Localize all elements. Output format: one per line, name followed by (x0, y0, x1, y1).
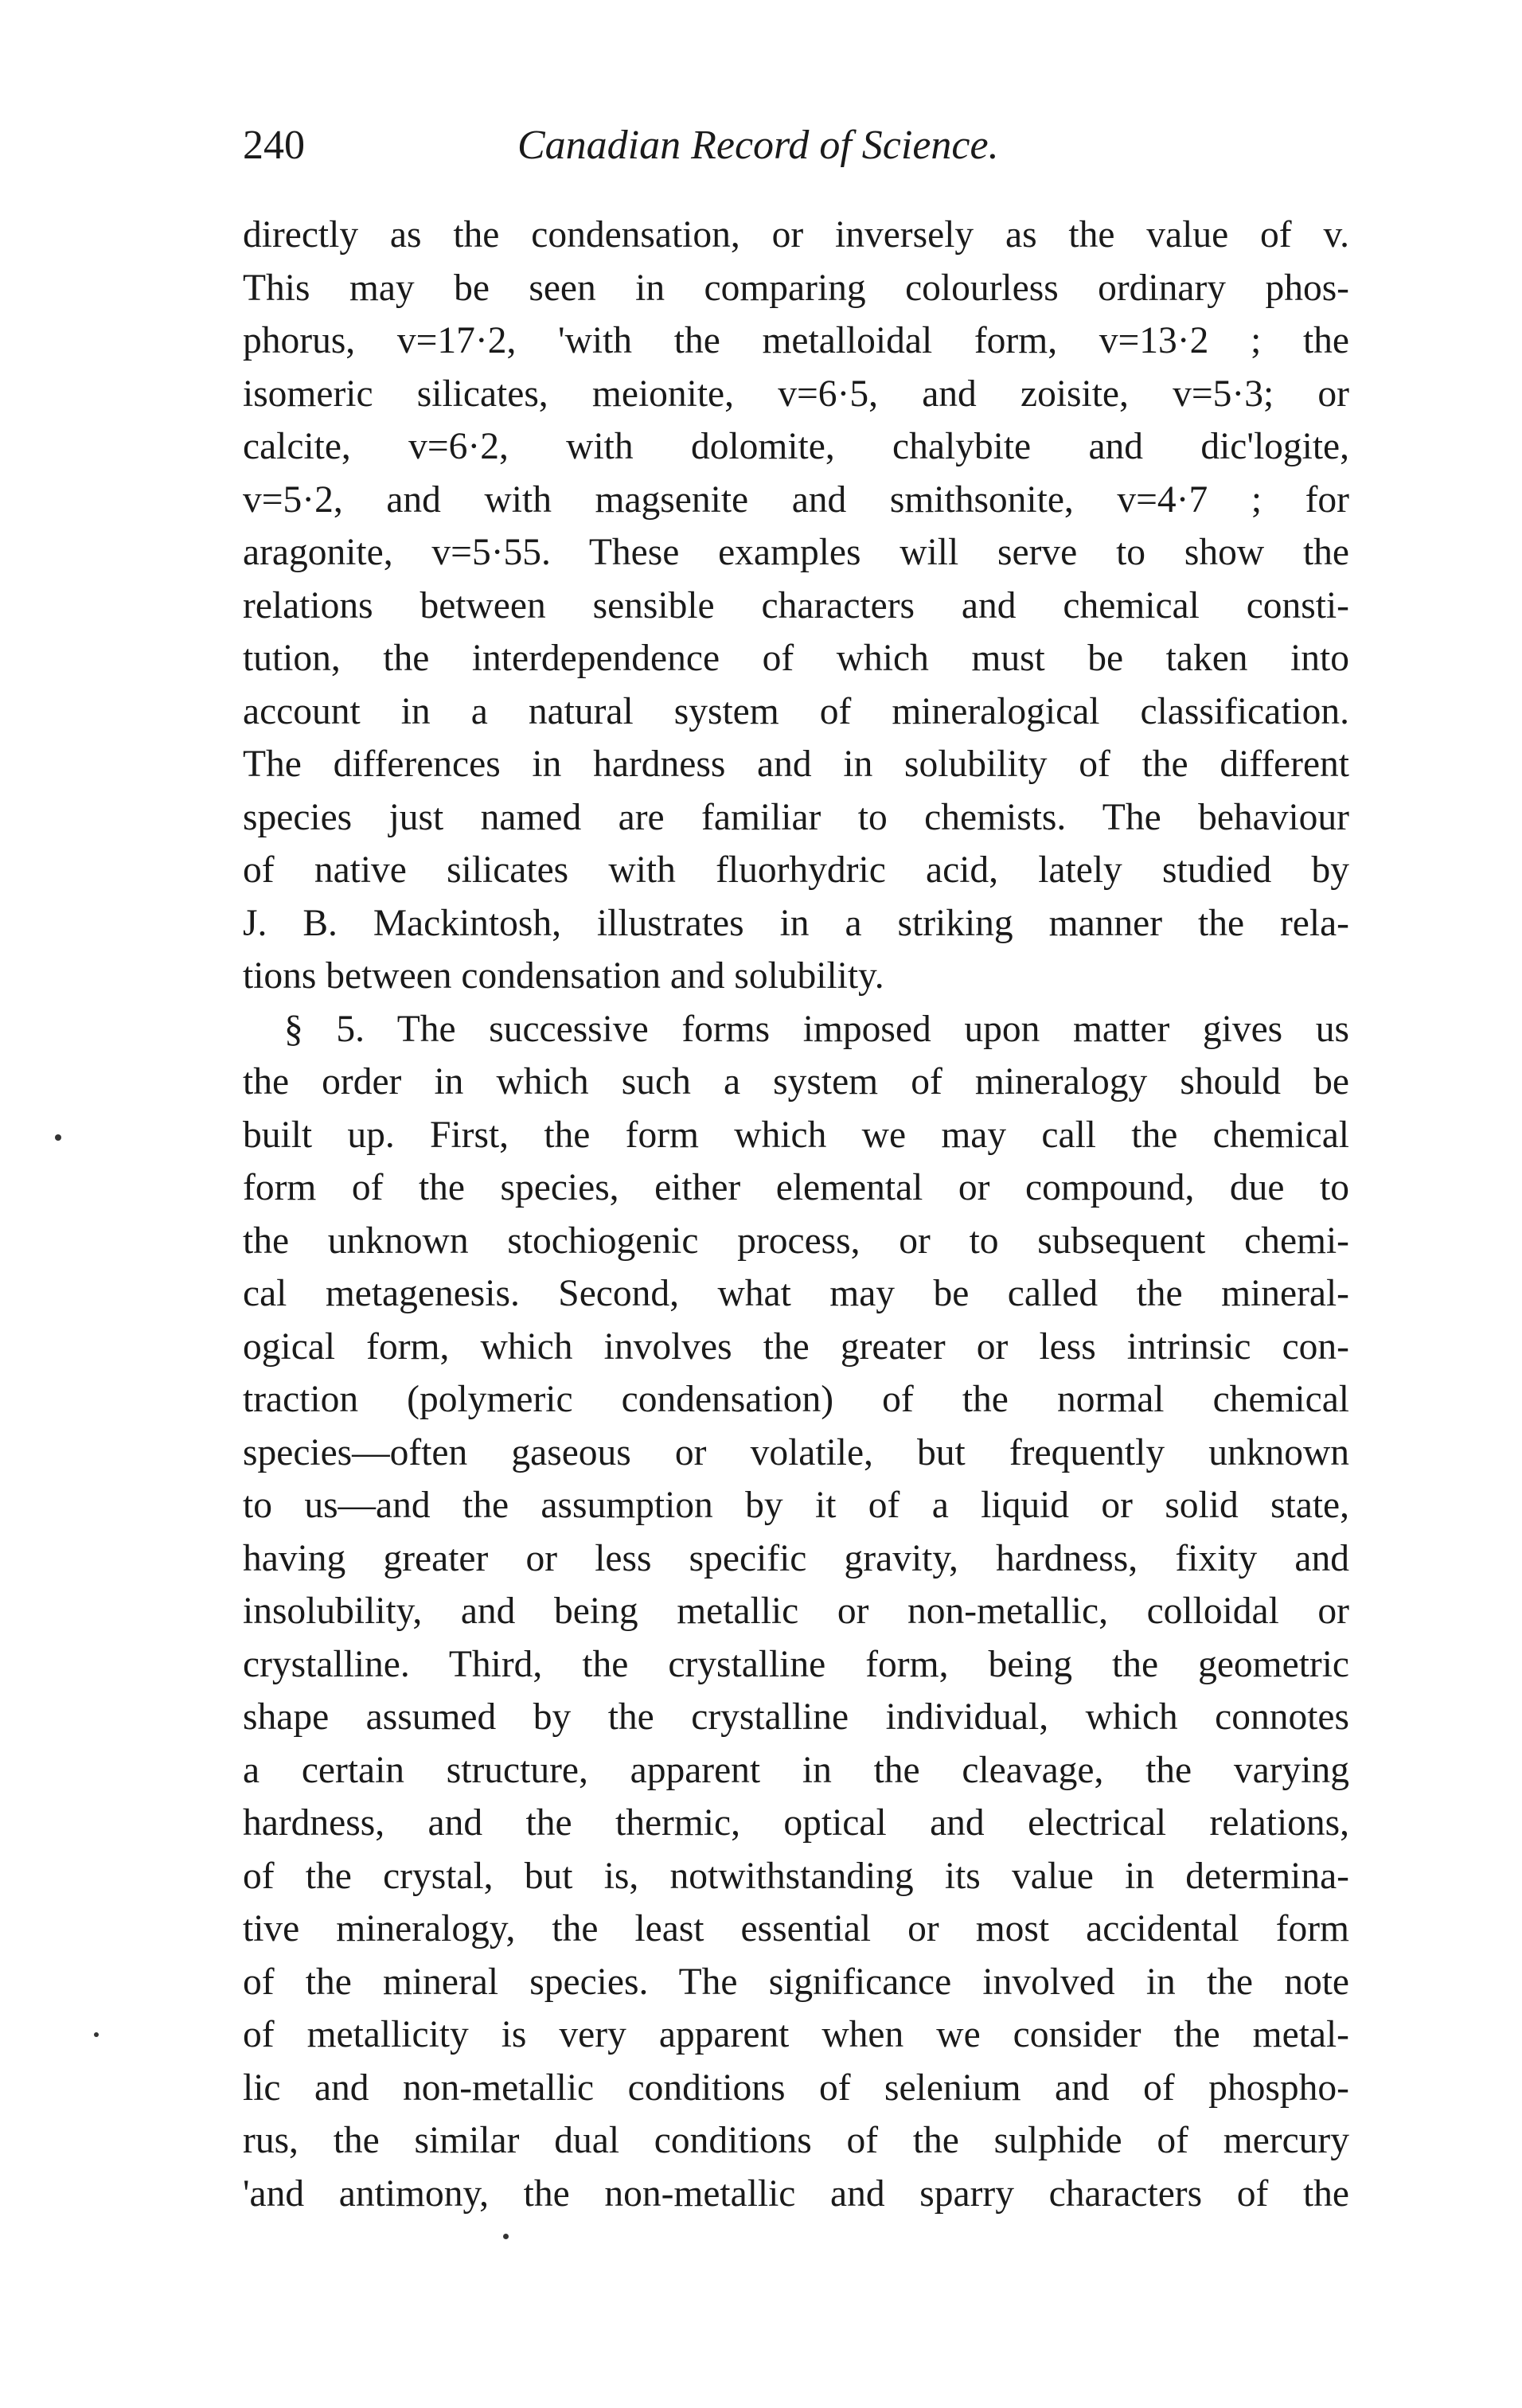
text-line: the order in which such a system of mineralogy should be (243, 1061, 1349, 1103)
print-speck (94, 2032, 99, 2037)
text-line: account in a natural system of mineralogical classification. (243, 690, 1349, 732)
text-line: tive mineralogy, the least essential or most accidental form (243, 1908, 1349, 1949)
paragraph-last-line: tions between condensation and solubility. (243, 955, 884, 997)
text-line: relations between sensible characters and chemical consti- (243, 584, 1349, 626)
text-line: the unknown stochiogenic process, or to subsequent chemi- (243, 1220, 1349, 1262)
text-line: J. B. Mackintosh, illustrates in a striking manner the rela- (243, 902, 1349, 944)
text-line: species—often gaseous or volatile, but frequently unknown (243, 1431, 1349, 1473)
page-header (243, 118, 1349, 174)
page-number: 240 (243, 123, 305, 168)
text-line: to us—and the assumption by it of a liquid or solid state, (243, 1485, 1349, 1526)
text-line: 'and antimony, the non-metallic and sparry characters of the (243, 2172, 1349, 2215)
print-speck (503, 2234, 509, 2239)
text-line: traction (polymeric condensation) of the normal chemical (243, 1379, 1349, 1420)
text-line: directly as the condensation, or inversely as the value of v. (243, 214, 1349, 256)
running-head: Canadian Record of Science. (517, 123, 999, 168)
text-line: lic and non-metallic conditions of selenium and of phospho- (243, 2067, 1349, 2109)
text-line: of native silicates with fluorhydric acid, lately studied by (243, 849, 1349, 891)
text-line: cal metagenesis. Second, what may be called the mineral- (243, 1273, 1349, 1314)
print-speck (55, 1134, 61, 1141)
text-line: of metallicity is very apparent when we consider the metal- (243, 2014, 1349, 2055)
text-line: aragonite, v=5·55. These examples will serve to show the (243, 532, 1349, 573)
text-line: shape assumed by the crystalline individual, which connotes (243, 1696, 1349, 1738)
text-line: insolubility, and being metallic or non-metallic, colloidal or (243, 1590, 1349, 1632)
text-line: This may be seen in comparing colourless ordinary phos- (243, 267, 1349, 309)
text-line: The differences in hardness and in solubility of the different (243, 743, 1349, 785)
text-line: species just named are familiar to chemists. The behaviour (243, 796, 1349, 838)
text-line: having greater or less specific gravity, hardness, fixity and (243, 1537, 1349, 1579)
text-line: isomeric silicates, meionite, v=6·5, and zoisite, v=5·3; or (243, 373, 1349, 415)
text-line: crystalline. Third, the crystalline form, being the geometric (243, 1643, 1349, 1685)
text-line: form of the species, either elemental or compound, due to (243, 1167, 1349, 1208)
text-line: v=5·2, and with magsenite and smithsonite, v=4·7 ; for (243, 478, 1349, 521)
text-line: rus, the similar dual conditions of the sulphide of mercury (243, 2120, 1349, 2161)
text-line: tution, the interdependence of which must be taken into (243, 638, 1349, 679)
text-line: of the crystal, but is, notwithstanding its value in determina- (243, 1855, 1349, 1897)
text-line: a certain structure, apparent in the cleavage, the varying (243, 1749, 1349, 1791)
text-line: calcite, v=6·2, with dolomite, chalybite and dic'logite, (243, 426, 1349, 467)
body-text (243, 209, 1349, 2220)
text-line: of the mineral species. The significance involved in the note (243, 1961, 1349, 2003)
text-line: hardness, and the thermic, optical and electrical relations, (243, 1802, 1349, 1844)
text-line: phorus, v=17·2, 'with the metalloidal form, v=13·2 ; the (243, 320, 1349, 361)
text-line: ogical form, which involves the greater or less intrinsic con- (243, 1325, 1349, 1368)
paragraph-first-line: § 5. The successive forms imposed upon matter gives us (284, 1008, 1349, 1050)
text-line: built up. First, the form which we may call the chemical (243, 1114, 1349, 1156)
